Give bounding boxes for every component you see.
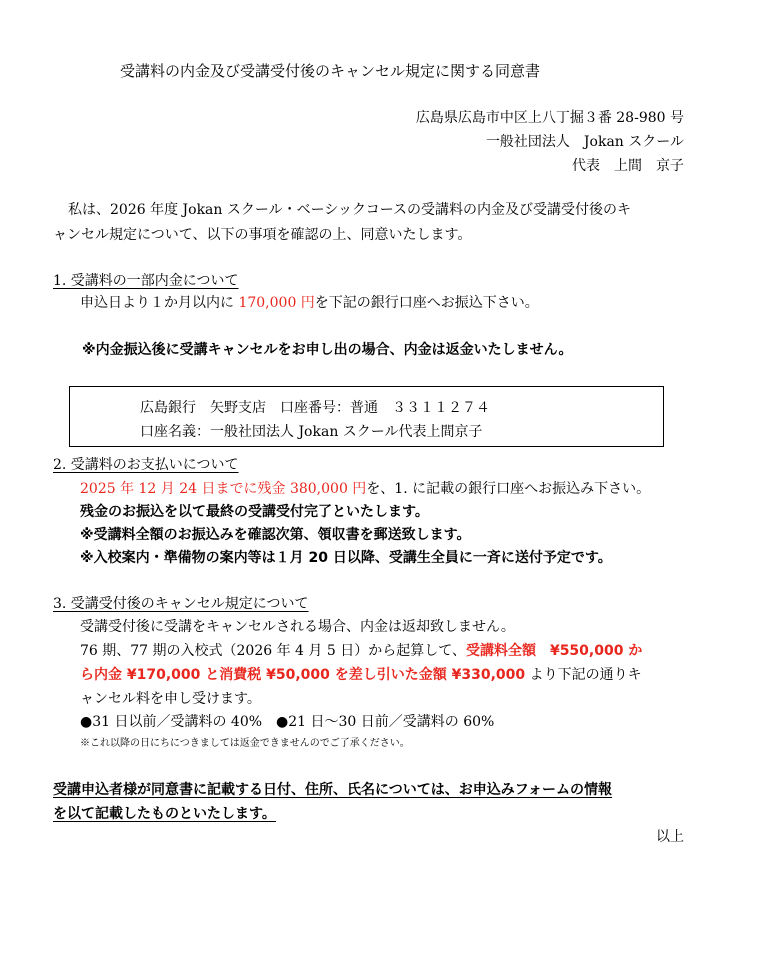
closing-line-2: を以て記載したものといたします。	[53, 806, 276, 822]
section-2-line-1-rest: を、1. に記載の銀行口座へお振込み下さい。	[366, 481, 651, 497]
section-2-line-1	[80, 478, 650, 498]
no-refund-note: ※これ以降の日にちにつきましては返金できませんのでご了承ください。	[80, 738, 410, 749]
intro-line-2: ャンセル規定について、以下の事項を確認の上、同意いたします。	[53, 227, 472, 243]
section-2-heading: 2. 受講料のお支払いについて	[53, 457, 239, 473]
bank-line-2: 口座名義：一般社団法人 Jokan スクール代表上間京子	[140, 424, 483, 440]
section-3-heading: 3. 受講受付後のキャンセル規定について	[53, 596, 309, 612]
no-refund-notice: ※内金振込後に受講キャンセルをお申し出の場合、内金は返金いたしません。	[82, 342, 573, 358]
bank-account-box	[69, 386, 664, 447]
page-title: 受講料の内金及び受講受付後のキャンセル規定に関する同意書	[120, 62, 541, 80]
deposit-amount: 170,000 円	[238, 295, 315, 311]
sender-organization: 一般社団法人 Jokan スクール	[485, 134, 684, 150]
section-3-line-3	[80, 664, 642, 684]
section-1-body	[80, 292, 539, 312]
section-3-line-1: 受講受付後に受講をキャンセルされる場合、内金は返却致しません。	[80, 619, 515, 635]
section-1-body-post: を下記の銀行口座へお振込下さい。	[314, 295, 539, 311]
intro-line-1: 私は、2026 年度 Jokan スクール・ベーシックコースの受講料の内金及び受講受付後のキ	[68, 202, 632, 218]
section-1-heading: 1. 受講料の一部内金について	[53, 273, 239, 289]
section-3-line-3-red: ら内金 ¥170,000 と消費税 ¥50,000 を差し引いた金額 ¥330,000	[80, 667, 526, 683]
section-2-line-3: ※受講料全額のお振込みを確認次第、領収書を郵送致します。	[80, 527, 471, 543]
closing-line-1: 受講申込者様が同意書に記載する日付、住所、氏名については、お申込みフォームの情報	[53, 782, 613, 798]
sender-address: 広島県広島市中区上八丁掘３番 28-980 号	[415, 110, 684, 126]
section-1-body-pre: 申込日より１か月以内に	[80, 295, 239, 311]
sender-representative: 代表 上間 京子	[572, 158, 684, 174]
section-2-line-4: ※入校案内・準備物の案内等は１月 20 日以降、受講生全員に一斉に送付予定です。	[80, 550, 612, 566]
bank-line-1: 広島銀行 矢野支店 口座番号：普通 ３３１１２７４	[140, 400, 490, 416]
balance-deadline: 2025 年 12 月 24 日までに残金 380,000 円	[80, 481, 367, 497]
section-3-line-2	[80, 640, 642, 660]
section-3-line-4: ャンセル料を申し受けます。	[80, 691, 261, 707]
section-3-line-3-post: より下記の通りキ	[525, 667, 642, 683]
section-3-line-2-red: 受講料全額 ¥550,000 か	[465, 643, 643, 659]
cancellation-fees: ●31 日以前／受講料の 40% ●21 日～30 日前／受講料の 60%	[80, 714, 495, 730]
section-3-line-2-pre: 76 期、77 期の入校式（2026 年 4 月 5 日）から起算して、	[80, 643, 466, 659]
section-2-line-2: 残金のお振込を以て最終の受講受付完了といたします。	[80, 504, 429, 520]
closing-end: 以上	[656, 829, 684, 845]
